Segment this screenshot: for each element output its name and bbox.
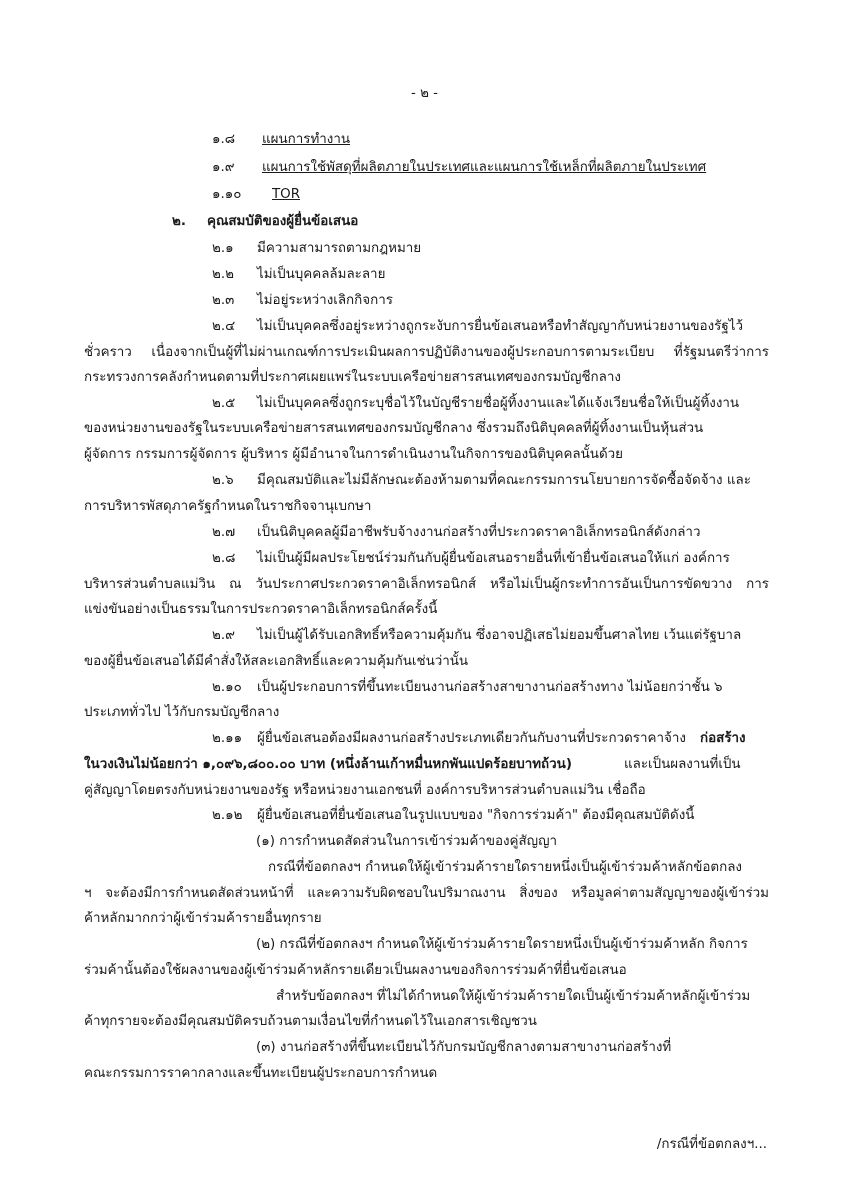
item-2-8-line-2: บริหารส่วนตำบลแม่วิน ณ วันประกาศประกวดราคาอิเล็กทรอนิกส์ หรือไม่เป็นผู้กระทำการอันเป็นการขัดขวาง การ <box>84 577 769 592</box>
item-1-9-number: ๑.๙ <box>212 160 235 175</box>
item-2-10-line-2: ประเภททั่วไป ไว้กับกรมบัญชีกลาง <box>84 705 280 720</box>
item-2-1-text: มีความสามารถตามกฎหมาย <box>257 241 422 256</box>
item-2-9-line-1: ไม่เป็นผู้ได้รับเอกสิทธิ์หรือความคุ้มกัน ซึ่งอาจปฏิเสธไม่ยอมขึ้นศาลไทย เว้นแต่รัฐบาล <box>257 628 742 643</box>
item-2-11-number: ๒.๑๑ <box>212 731 243 746</box>
item-2-11-line-2-tail: และเป็นผลงานที่เป็น <box>624 757 741 772</box>
continuation-note: /กรณีที่ข้อตกลงฯ... <box>656 1137 767 1152</box>
item-2-5-number: ๒.๕ <box>212 396 236 411</box>
item-2-12-sub-1-line-2: ฯ จะต้องมีการกำหนดสัดส่วนหน้าที่ และความรับผิดชอบในปริมาณงาน สิ่งของ หรือมูลค่าตามสัญญาของผู้เข้าร่วม <box>84 886 769 901</box>
item-2-7-text: เป็นนิติบุคคลผู้มีอาชีพรับจ้างงานก่อสร้างที่ประกวดราคาอิเล็กทรอนิกส์ดังกล่าว <box>257 525 701 540</box>
item-2-5-line-2: ของหน่วยงานของรัฐในระบบเครือข่ายสารสนเทศของกรมบัญชีกลาง ซึ่งรวมถึงนิติบุคคลที่ผู้ทิ้งงานเป็นหุ้นส่วน <box>84 421 704 436</box>
item-2-12-sub-2-line-4: ค้าทุกรายจะต้องมีคุณสมบัติครบถ้วนตามเงื่อนไขที่กำหนดไว้ในเอกสารเชิญชวน <box>84 1014 537 1029</box>
item-2-8-line-1: ไม่เป็นผู้มีผลประโยชน์ร่วมกันกับผู้ยื่นข้อเสนอรายอื่นที่เข้ายื่นข้อเสนอให้แก่ องค์การ <box>257 551 730 566</box>
item-2-12-sub-1-line-1: กรณีที่ข้อตกลงฯ กำหนดให้ผู้เข้าร่วมค้ารายใดรายหนึ่งเป็นผู้เข้าร่วมค้าหลักข้อตกลง <box>268 860 742 875</box>
item-2-1-number: ๒.๑ <box>212 241 234 256</box>
item-2-12-sub-1-title: (๑) การกำหนดสัดส่วนในการเข้าร่วมค้าของคู่สัญญา <box>256 834 558 849</box>
item-2-4-line-1: ไม่เป็นบุคคลซึ่งอยู่ระหว่างถูกระงับการยื่นข้อเสนอหรือทำสัญญากับหน่วยงานของรัฐไว้ <box>257 319 743 334</box>
section-2-number: ๒. <box>172 214 186 229</box>
item-2-12-text: ผู้ยื่นข้อเสนอที่ยื่นข้อเสนอในรูปแบบของ "กิจการร่วมค้า" ต้องมีคุณสมบัติดังนี้ <box>257 808 695 823</box>
item-2-10-line-1: เป็นผู้ประกอบการที่ขึ้นทะเบียนงานก่อสร้างสาขางานก่อสร้างทาง ไม่น้อยกว่าชั้น ๖ <box>257 680 723 695</box>
item-1-8-number: ๑.๘ <box>212 132 236 147</box>
item-2-9-line-2: ของผู้ยื่นข้อเสนอได้มีคำสั่งให้สละเอกสิทธิ์และความคุ้มกันเช่นว่านั้น <box>84 654 469 669</box>
item-2-12-sub-3-line-2: คณะกรรมการราคากลางและขึ้นทะเบียนผู้ประกอบการกำหนด <box>84 1066 438 1081</box>
item-2-6-line-1: มีคุณสมบัติและไม่มีลักษณะต้องห้ามตามที่คณะกรรมการนโยบายการจัดซื้อจัดจ้าง และ <box>257 473 751 488</box>
item-2-11-amount: ในวงเงินไม่น้อยกว่า ๑,๐๙๖,๘๐๐.๐๐ บาท (หนึ่งล้านเก้าหมื่นหกพันแปดร้อยบาทถ้วน) <box>84 757 572 772</box>
item-2-12-sub-1-line-3: ค้าหลักมากกว่าผู้เข้าร่วมค้ารายอื่นทุกราย <box>84 911 322 926</box>
item-2-2-text: ไม่เป็นบุคคลล้มละลาย <box>257 267 386 282</box>
item-1-10-text: TOR <box>272 187 301 202</box>
item-2-6-number: ๒.๖ <box>212 473 234 488</box>
item-2-2-number: ๒.๒ <box>212 267 234 282</box>
item-2-3-text: ไม่อยู่ระหว่างเลิกกิจการ <box>257 293 393 308</box>
item-1-8-text: แผนการทำงาน <box>262 132 351 147</box>
item-1-10-number: ๑.๑๐ <box>212 187 242 202</box>
item-2-6-line-2: การบริหารพัสดุภาครัฐกำหนดในราชกิจจานุเบกษา <box>84 499 372 514</box>
item-2-12-sub-2-line-1: (๒) กรณีที่ข้อตกลงฯ กำหนดให้ผู้เข้าร่วมค้ารายใดรายหนึ่งเป็นผู้เข้าร่วมค้าหลัก กิจการ <box>256 937 748 952</box>
item-2-12-number: ๒.๑๒ <box>212 808 243 823</box>
item-2-12-sub-2-line-2: ร่วมค้านั้นต้องใช้ผลงานของผู้เข้าร่วมค้าหลักรายเดียวเป็นผลงานของกิจการร่วมค้าที่ยื่นข้อเสนอ <box>84 963 627 978</box>
item-2-10-number: ๒.๑๐ <box>212 680 242 695</box>
item-2-5-line-1: ไม่เป็นบุคคลซึ่งถูกระบุชื่อไว้ในบัญชีรายชื่อผู้ทิ้งงานและได้แจ้งเวียนชื่อให้เป็นผู้ทิ้งงาน <box>257 396 740 411</box>
item-2-12-sub-2-line-3: สำหรับข้อตกลงฯ ที่ไม่ได้กำหนดให้ผู้เข้าร่วมค้ารายใดเป็นผู้เข้าร่วมค้าหลักผู้เข้าร่วม <box>276 989 751 1004</box>
item-2-5-line-3: ผู้จัดการ กรรมการผู้จัดการ ผู้บริหาร ผู้มีอำนาจในการดำเนินงานในกิจการของนิติบุคคลนั้นด้วย <box>84 447 624 462</box>
item-1-9-text: แผนการใช้พัสดุที่ผลิตภายในประเทศและแผนการใช้เหล็กที่ผลิตภายในประเทศ <box>262 160 707 175</box>
page-number: - ๒ - <box>410 86 438 101</box>
item-2-12-sub-3-line-1: (๓) งานก่อสร้างที่ขึ้นทะเบียนไว้กับกรมบัญชีกลางตามสาขางานก่อสร้างที่ <box>256 1040 672 1055</box>
section-2-title: คุณสมบัติของผู้ยื่นข้อเสนอ <box>207 214 359 229</box>
item-2-4-line-2: ชั่วคราว เนื่องจากเป็นผู้ที่ไม่ผ่านเกณฑ์การประเมินผลการปฏิบัติงานของผู้ประกอบการตามระเบียบ ที่รัฐมนตรีว่าการ <box>84 345 769 360</box>
item-2-11-line-1-bold: ก่อสร้าง <box>700 731 746 746</box>
item-2-11-line-3: คู่สัญญาโดยตรงกับหน่วยงานของรัฐ หรือหน่วยงานเอกชนที่ องค์การบริหารส่วนตำบลแม่วิน เชื่อถือ <box>84 783 646 798</box>
item-2-4-line-3: กระทรวงการคลังกำหนดตามที่ประกาศเผยแพร่ในระบบเครือข่ายสารสนเทศของกรมบัญชีกลาง <box>84 370 621 385</box>
item-2-11-line-1: ผู้ยื่นข้อเสนอต้องมีผลงานก่อสร้างประเภทเดียวกันกับงานที่ประกวดราคาจ้าง <box>257 731 686 746</box>
item-2-3-number: ๒.๓ <box>212 293 235 308</box>
item-2-8-number: ๒.๘ <box>212 551 236 566</box>
item-2-8-line-3: แข่งขันอย่างเป็นธรรมในการประกวดราคาอิเล็กทรอนิกส์ครั้งนี้ <box>84 602 438 617</box>
item-2-4-number: ๒.๔ <box>212 319 236 334</box>
item-2-9-number: ๒.๙ <box>212 628 235 643</box>
item-2-7-number: ๒.๗ <box>212 525 236 540</box>
